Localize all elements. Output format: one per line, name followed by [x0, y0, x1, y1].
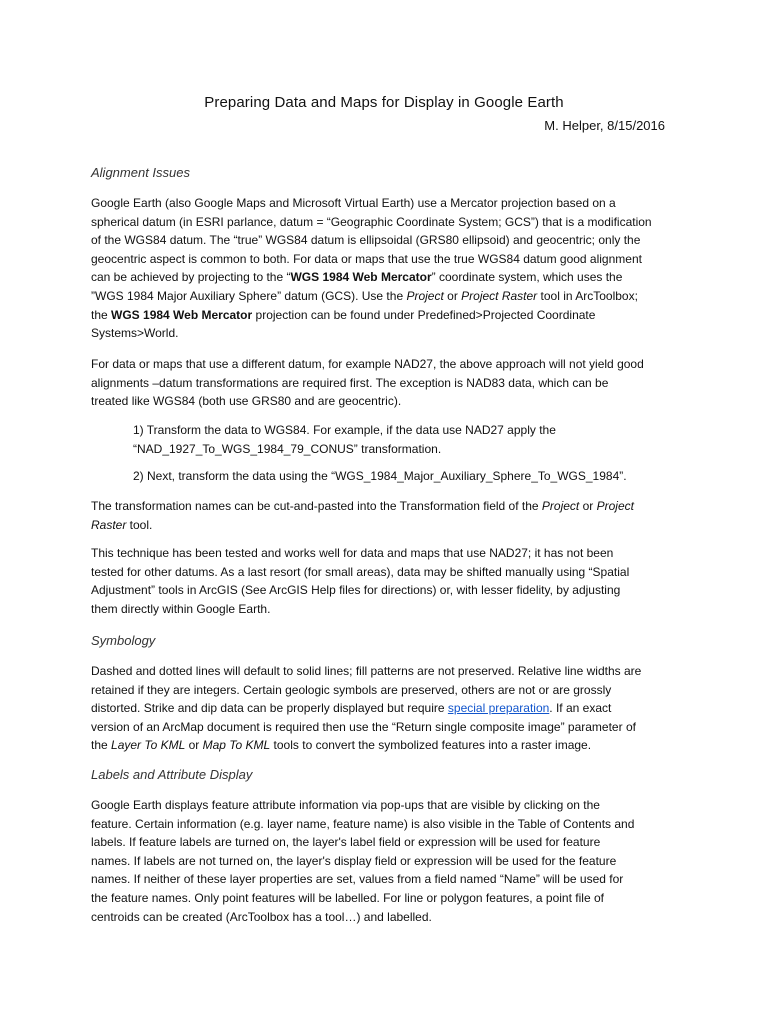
text-line: For data or maps that use a different datum, for example NAD27, the above approach will not yield good [91, 357, 644, 371]
italic-term: Project Raster [461, 288, 538, 303]
italic-term: Layer To KML [111, 738, 186, 753]
document-title: Preparing Data and Maps for Display in Google Earth [204, 94, 564, 111]
text-run: can be achieved by projecting to the “ [91, 270, 291, 285]
italic-term: Project [406, 288, 444, 303]
text-line: retained if they are integers. Certain geologic symbols are preserved, others are not or are grossly [91, 682, 612, 697]
text-line: Systems>World. [91, 326, 179, 341]
paragraph-different-datum [91, 355, 691, 411]
text-line: Google Earth (also Google Maps and Microsoft Virtual Earth) use a Mercator projection based on a [91, 196, 616, 210]
text-run: or [579, 499, 597, 513]
text-run: . If an exact [549, 701, 612, 716]
text-line: names. If labels are not turned on, the layer's display field or expression will be used for the feature [91, 853, 617, 868]
italic-term: Project [541, 499, 580, 513]
text-line [91, 497, 691, 516]
section-heading-labels-attribute-display: Labels and Attribute Display [91, 767, 253, 782]
text-run: tool. [126, 517, 153, 532]
bold-term: WGS 1984 Web Mercator [111, 307, 253, 322]
text-line: Dashed and dotted lines will default to solid lines; fill patterns are not preserved. Relative line widths are [91, 664, 642, 678]
text-run: The transformation names can be cut-and-pasted into the Transformation field of the [91, 499, 542, 513]
section-heading-symbology: Symbology [91, 633, 156, 648]
text-run: or [443, 288, 462, 303]
text-line: treated like WGS84 (both use GRS80 and are geocentric). [91, 394, 402, 409]
paragraph-alignment-intro [91, 194, 691, 343]
text-line [91, 287, 691, 306]
text-line: feature. Certain information (e.g. layer name, feature name) is also visible in the Table of Contents and [91, 816, 635, 831]
text-line: labels. If feature labels are turned on, the layer's label field or expression will be used for feature [91, 835, 601, 850]
author-date-byline: M. Helper, 8/15/2016 [544, 118, 665, 133]
italic-term: Map To KML [202, 738, 271, 753]
text-line: Adjustment” tools in ArcGIS (See ArcGIS Help files for directions) or, with lesser fidelity, by adjusting [91, 583, 621, 598]
text-run: ”WGS 1984 Major Auxiliary Sphere” datum (GCS). Use the [91, 288, 407, 303]
text-line: alignments –datum transformations are required first. The exception is NAD83 data, which can be [91, 375, 609, 390]
text-line: version of an ArcMap document is required then use the “Return single composite image” parameter of [91, 719, 636, 734]
paragraph-labels-attributes [91, 796, 691, 926]
section-heading-alignment-issues: Alignment Issues [91, 165, 190, 180]
text-line: names. If neither of these layer properties are set, values from a field named “Name” will be used for [91, 872, 624, 887]
text-line: Google Earth displays feature attribute information via pop-ups that are visible by clicking on the [91, 798, 600, 812]
text-run: tools to convert the symbolized features into a raster image. [270, 738, 592, 753]
text-line [91, 516, 691, 535]
paragraph-transformation-names [91, 497, 691, 534]
special-preparation-link[interactable]: special preparation [447, 701, 550, 716]
text-line [91, 699, 691, 718]
step-two [133, 467, 693, 486]
step-one [133, 421, 693, 458]
text-run: tool in ArcToolbox; [537, 288, 638, 303]
italic-term: Project [596, 499, 634, 513]
text-line: 1) Transform the data to WGS84. For example, if the data use NAD27 apply the [133, 423, 556, 437]
paragraph-symbology [91, 662, 691, 755]
text-run: or [185, 738, 203, 753]
text-run: distorted. Strike and dip data can be properly displayed but require [91, 701, 448, 716]
text-line: “NAD_1927_To_WGS_1984_79_CONUS” transformation. [133, 441, 442, 456]
italic-term: Raster [91, 517, 127, 532]
text-line: 2) Next, transform the data using the “WGS_1984_Major_Auxiliary_Sphere_To_WGS_1984”. [133, 469, 627, 483]
text-line: centroids can be created (ArcToolbox has a tool…) and labelled. [91, 909, 432, 924]
text-run: the [91, 307, 112, 322]
text-line: This technique has been tested and works well for data and maps that use NAD27; it has not been [91, 546, 614, 560]
text-run: projection can be found under Predefined>Projected Coordinate [252, 307, 596, 322]
text-line: spherical datum (in ESRI parlance, datum = “Geographic Coordinate System; GCS”) that is a modification [91, 214, 652, 229]
bold-term: WGS 1984 Web Mercator [290, 270, 432, 285]
paragraph-technique-tested [91, 544, 691, 618]
text-line: them directly within Google Earth. [91, 601, 271, 616]
text-line [91, 268, 691, 287]
text-line [91, 306, 691, 325]
text-line [91, 736, 691, 755]
text-line: tested for other datums. As a last resort (for small areas), data may be shifted manually using “Spatial [91, 564, 630, 579]
text-run: ” coordinate system, which uses the [431, 270, 623, 285]
text-line: geocentric aspect is common to both. For data or maps that use the true WGS84 datum good alignment [91, 251, 642, 266]
text-line: the feature names. Only point features will be labelled. For line or polygon features, a point file of [91, 890, 604, 905]
text-line: of the WGS84 datum. The “true” WGS84 datum is ellipsoidal (GRS80 ellipsoid) and geocentric; only the [91, 233, 641, 248]
text-run: the [91, 738, 112, 753]
